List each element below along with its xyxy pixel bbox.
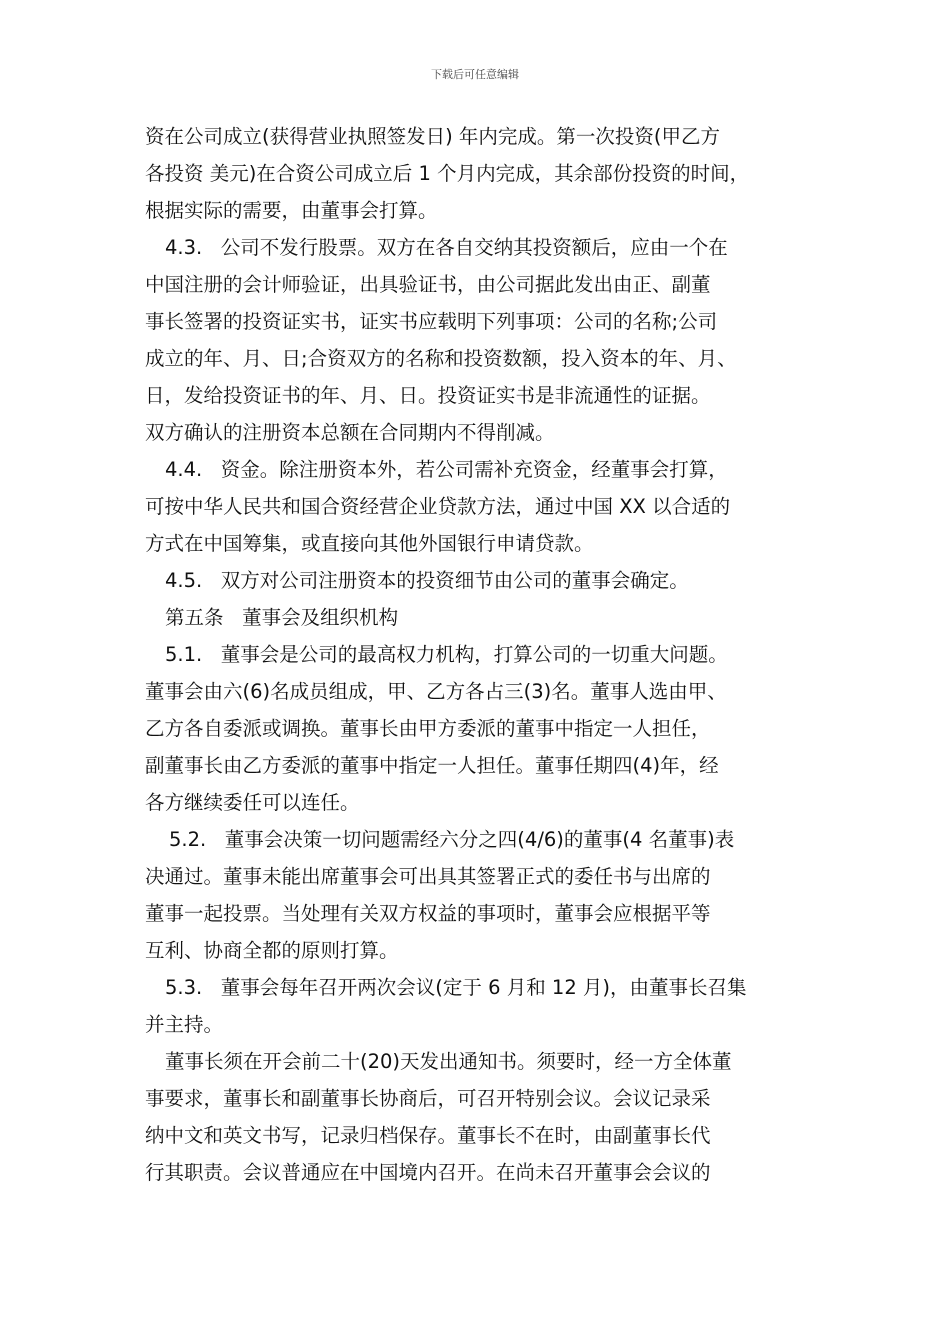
document-body (145, 118, 815, 1191)
clause-5-3: 5.3. 董事会每年召开两次会议(定于 6 月和 12 月)，由董事长召集 (165, 976, 747, 999)
text-line: 互利、协商全都的原则打算。 (145, 939, 399, 962)
text-line: 方式在中国筹集，或直接向其他外国银行申请贷款。 (145, 532, 594, 555)
text-line: 双方确认的注册资本总额在合同期内不得削减。 (145, 421, 555, 444)
clause-4-5: 4.5. 双方对公司注册资本的投资细节由公司的董事会确定。 (165, 569, 689, 592)
text-line: 资在公司成立(获得营业执照签发日) 年内完成。第一次投资(甲乙方 (145, 125, 721, 148)
text-line: 事长签署的投资证实书，证实书应载明下列事项：公司的名称;公司 (145, 310, 718, 333)
text-line: 事要求，董事长和副董事长协商后，可召开特别会议。会议记录采 (145, 1087, 711, 1110)
clause-4-3: 4.3. 公司不发行股票。双方在各自交纳其投资额后，应由一个在 (165, 236, 728, 259)
text-line: 日，发给投资证书的年、月、日。投资证实书是非流通性的证据。 (145, 384, 711, 407)
text-line: 根据实际的需要，由董事会打算。 (145, 199, 438, 222)
text-line: 董事会由六(6)名成员组成，甲、乙方各占三(3)名。董事人选由甲、 (145, 680, 727, 703)
text-line: 成立的年、月、日;合资双方的名称和投资数额，投入资本的年、月、 (145, 347, 737, 370)
text-line: 决通过。董事未能出席董事会可出具其签署正式的委任书与出席的 (145, 865, 711, 888)
text-line: 行其职责。会议普通应在中国境内召开。在尚未召开董事会会议的 (145, 1161, 711, 1184)
text-line: 中国注册的会计师验证，出具验证书，由公司据此发出由正、副董 (145, 273, 711, 296)
clause-5-2: 5.2. 董事会决策一切问题需经六分之四(4/6)的董事(4 名董事)表 (169, 828, 735, 851)
text-line: 并主持。 (145, 1013, 224, 1036)
text-line: 乙方各自委派或调换。董事长由甲方委派的董事中指定一人担任， (145, 717, 711, 740)
page-header: 下载后可任意编辑 (431, 68, 519, 81)
text-line: 可按中华人民共和国合资经营企业贷款方法，通过中国 XX 以合适的 (145, 495, 731, 518)
article-5-heading: 第五条 董事会及组织机构 (165, 606, 399, 629)
text-line: 各投资 美元)在合资公司成立后 1 个月内完成，其余部份投资的时间， (145, 162, 750, 185)
clause-5-1: 5.1. 董事会是公司的最高权力机构，打算公司的一切重大问题。 (165, 643, 728, 666)
text-line: 副董事长由乙方委派的董事中指定一人担任。董事任期四(4)年，经 (145, 754, 719, 777)
text-line: 董事一起投票。当处理有关双方权益的事项时，董事会应根据平等 (145, 902, 711, 925)
clause-4-4: 4.4. 资金。除注册资本外，若公司需补充资金，经董事会打算， (165, 458, 728, 481)
paragraph-start: 董事长须在开会前二十(20)天发出通知书。须要时，经一方全体董 (165, 1050, 732, 1073)
text-line: 各方继续委任可以连任。 (145, 791, 360, 814)
text-line: 纳中文和英文书写，记录归档保存。董事长不在时，由副董事长代 (145, 1124, 711, 1147)
